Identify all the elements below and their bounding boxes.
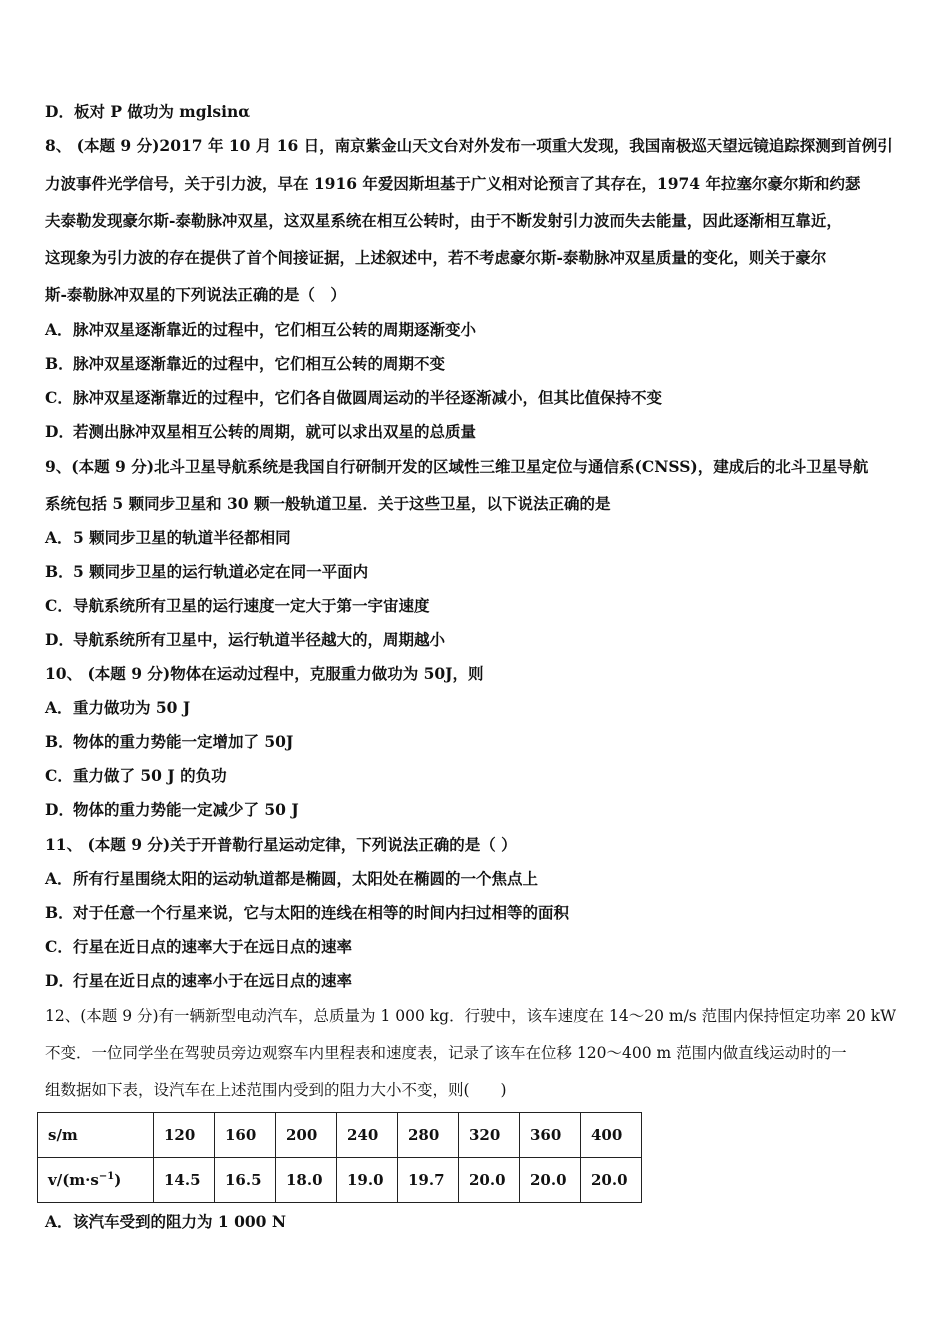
table-header-displacement: s/m: [38, 1113, 154, 1158]
q10-option-c: C．重力做了 50 J 的负功: [45, 766, 227, 785]
q8-stem-line-1: 8、 (本题 9 分)2017 年 10 月 16 日，南京紫金山天文台对外发布一项重大发现，我国南极巡天望远镜追踪探测到首例引: [45, 136, 893, 155]
q9-stem-line-2: 系统包括 5 颗同步卫星和 30 颗一般轨道卫星．关于这些卫星，以下说法正确的是: [45, 494, 611, 513]
table-cell: 160: [215, 1113, 276, 1158]
table-row-velocity: [38, 1158, 642, 1203]
q8-stem-line-2: 力波事件光学信号，关于引力波，早在 1916 年爱因斯坦基于广义相对论预言了其存在，1974 年拉塞尔豪尔斯和约瑟: [45, 174, 861, 193]
table-cell: 200: [276, 1113, 337, 1158]
table-cell: 120: [154, 1113, 215, 1158]
q10-option-b: B．物体的重力势能一定增加了 50J: [45, 732, 294, 751]
table-header-velocity: $v/(m\cdot s^{-1})$: [38, 1158, 154, 1203]
table-cell: 18.0: [276, 1158, 337, 1203]
q11-option-c: C．行星在近日点的速率大于在远日点的速率: [45, 937, 353, 956]
q9-option-c: C．导航系统所有卫星的运行速度一定大于第一宇宙速度: [45, 596, 430, 615]
q8-stem-line-5: 斯-泰勒脉冲双星的下列说法正确的是（ ）: [45, 285, 346, 304]
q12-stem-line-3: 组数据如下表，设汽车在上述范围内受到的阻力大小不变，则( ): [45, 1081, 507, 1099]
q8-stem-line-4: 这现象为引力波的存在提供了首个间接证据，上述叙述中，若不考虑豪尔斯-泰勒脉冲双星质量的变化，则关于豪尔: [45, 248, 827, 267]
q12-stem-line-2: 不变．一位同学坐在驾驶员旁边观察车内里程表和速度表，记录了该车在位移 120～400 m 范围内做直线运动时的一: [45, 1044, 847, 1062]
table-cell: 19.7: [398, 1158, 459, 1203]
table-cell: 360: [520, 1113, 581, 1158]
q12-data-table: [37, 1112, 642, 1203]
table-cell: 20.0: [520, 1158, 581, 1203]
q8-option-d: D．若测出脉冲双星相互公转的周期，就可以求出双星的总质量: [45, 422, 477, 441]
q9-option-d: D．导航系统所有卫星中，运行轨道半径越大的，周期越小: [45, 630, 446, 649]
q8-stem-line-3: 夫泰勒发现豪尔斯-泰勒脉冲双星，这双星系统在相互公转时，由于不断发射引力波而失去能量，因此逐渐相互靠近，: [45, 211, 842, 230]
q9-option-a: A．5 颗同步卫星的轨道半径都相同: [45, 528, 291, 547]
q10-option-a: A．重力做功为 50 J: [45, 698, 191, 717]
table-cell: 400: [581, 1113, 642, 1158]
q8-option-b: B．脉冲双星逐渐靠近的过程中，它们相互公转的周期不变: [45, 354, 446, 373]
q7-option-d: D．板对 P 做功为 mglsinα: [45, 102, 251, 121]
q8-option-c: C．脉冲双星逐渐靠近的过程中，它们各自做圆周运动的半径逐渐减小，但其比值保持不变: [45, 388, 663, 407]
q9-stem-line-1: 9、(本题 9 分)北斗卫星导航系统是我国自行研制开发的区域性三维卫星定位与通信系(CNSS)，建成后的北斗卫星导航: [45, 457, 869, 476]
q11-stem: 11、 (本题 9 分)关于开普勒行星运动定律，下列说法正确的是（ ）: [45, 835, 517, 854]
q11-option-a: A．所有行星围绕太阳的运动轨道都是椭圆，太阳处在椭圆的一个焦点上: [45, 869, 539, 888]
q8-option-a: A．脉冲双星逐渐靠近的过程中，它们相互公转的周期逐渐变小: [45, 320, 477, 339]
table-cell: 280: [398, 1113, 459, 1158]
q9-option-b: B．5 颗同步卫星的运行轨道必定在同一平面内: [45, 562, 369, 581]
table-cell: 320: [459, 1113, 520, 1158]
q11-option-b: B．对于任意一个行星来说，它与太阳的连线在相等的时间内扫过相等的面积: [45, 903, 570, 922]
table-cell: 16.5: [215, 1158, 276, 1203]
q12-stem-line-1: 12、(本题 9 分)有一辆新型电动汽车，总质量为 1 000 kg．行驶中，该车速度在 14～20 m/s 范围内保持恒定功率 20 kW: [45, 1007, 897, 1025]
q10-option-d: D．物体的重力势能一定减少了 50 J: [45, 800, 299, 819]
table-cell: 14.5: [154, 1158, 215, 1203]
table-cell: 240: [337, 1113, 398, 1158]
q11-option-d: D．行星在近日点的速率小于在远日点的速率: [45, 971, 353, 990]
table-cell: 20.0: [581, 1158, 642, 1203]
q12-option-a: A．该汽车受到的阻力为 1 000 N: [45, 1212, 286, 1231]
table-cell: 19.0: [337, 1158, 398, 1203]
table-row-displacement: [38, 1113, 642, 1158]
table-cell: 20.0: [459, 1158, 520, 1203]
q10-stem: 10、 (本题 9 分)物体在运动过程中，克服重力做功为 50J，则: [45, 664, 484, 683]
